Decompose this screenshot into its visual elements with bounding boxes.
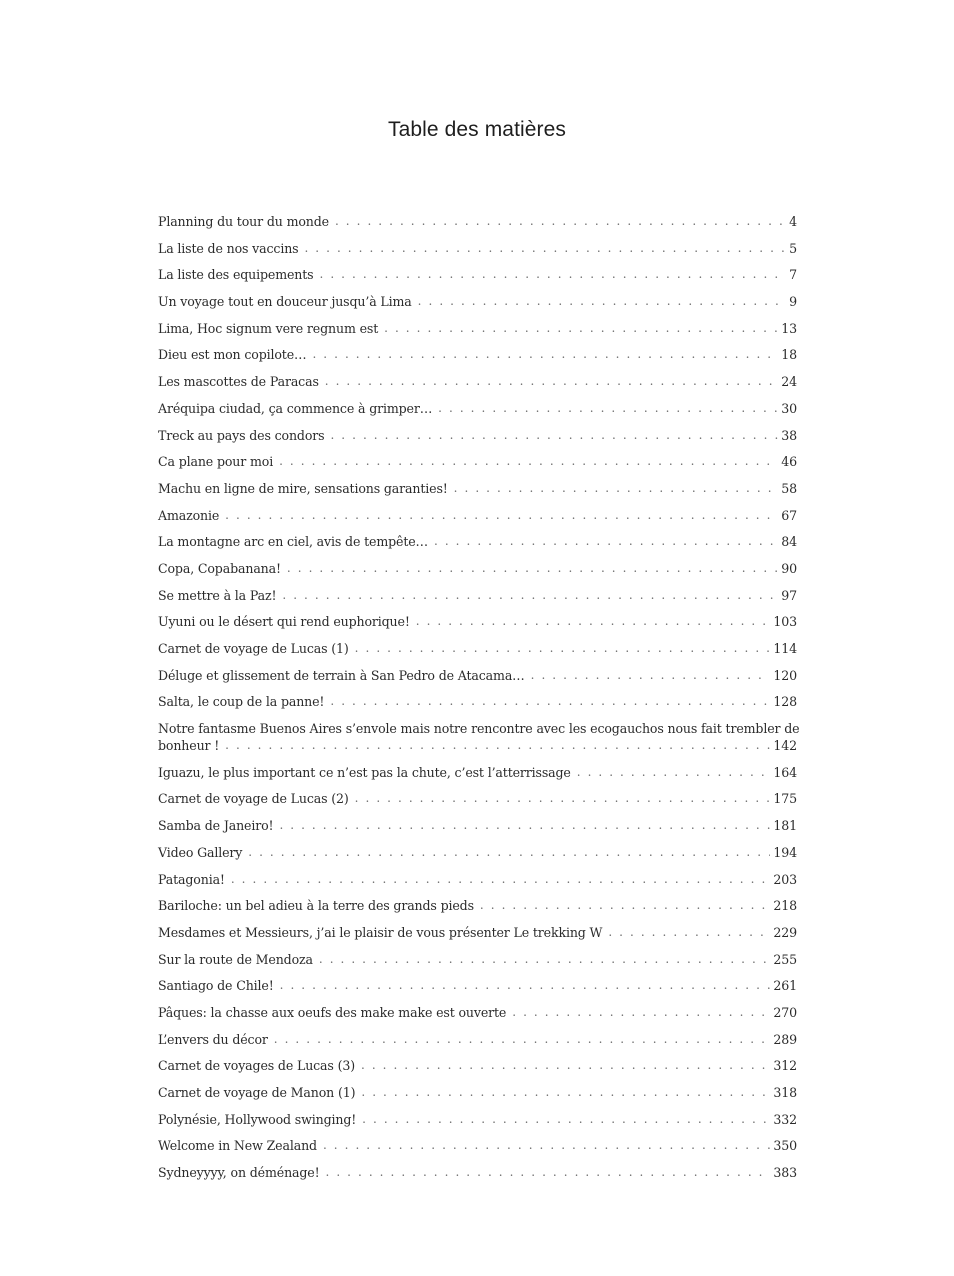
dot-leader bbox=[355, 640, 771, 657]
toc-entry[interactable] bbox=[158, 587, 797, 604]
toc-entry-page: 103 bbox=[773, 614, 797, 630]
page-title: Table des matières bbox=[387, 118, 567, 141]
toc-entry-title: La montagne arc en ciel, avis de tempête… bbox=[158, 534, 428, 550]
dot-leader bbox=[577, 764, 771, 781]
toc-entry[interactable] bbox=[158, 1031, 797, 1048]
toc-entry-page: 90 bbox=[781, 560, 797, 576]
toc-entry-page: 218 bbox=[773, 898, 797, 914]
toc-entry-title: Iguazu, le plus important ce n’est pas la chute, c’est l’atterrissage bbox=[158, 764, 571, 780]
dot-leader bbox=[231, 871, 771, 888]
toc-entry-title: Mesdames et Messieurs, j’ai le plaisir de vous présenter Le trekking W bbox=[158, 924, 603, 940]
toc-entry-page: 24 bbox=[781, 374, 797, 390]
toc-entry-page: 289 bbox=[773, 1031, 797, 1047]
toc-entry-page: 13 bbox=[781, 320, 797, 336]
toc-entry[interactable] bbox=[158, 720, 800, 754]
dot-leader bbox=[304, 240, 786, 257]
toc-entry[interactable] bbox=[158, 613, 797, 630]
toc-entry[interactable] bbox=[158, 373, 797, 390]
toc-entry-title: Aréquipa ciudad, ça commence à grimper… bbox=[158, 400, 433, 416]
toc-entry-page: 332 bbox=[773, 1111, 797, 1127]
toc-entry-title: Carnet de voyages de Lucas (3) bbox=[158, 1058, 355, 1074]
toc-entry-page: 9 bbox=[789, 294, 797, 310]
toc-entry-page: 164 bbox=[773, 764, 797, 780]
dot-leader bbox=[438, 400, 778, 417]
toc-entry-title: Lima, Hoc signum vere regnum est bbox=[158, 320, 379, 336]
toc-entry[interactable] bbox=[158, 533, 797, 550]
dot-leader bbox=[434, 533, 778, 550]
toc-entry[interactable] bbox=[158, 507, 797, 524]
dot-leader bbox=[335, 213, 786, 230]
toc-entry-title: Pâques: la chasse aux oeufs des make make est ouverte bbox=[158, 1004, 507, 1020]
dot-leader bbox=[362, 1111, 770, 1128]
dot-leader bbox=[248, 844, 770, 861]
toc-entry[interactable] bbox=[158, 400, 797, 417]
toc-entry-page: 18 bbox=[781, 347, 797, 363]
toc-entry-page: 261 bbox=[773, 978, 797, 994]
toc-entry-page: 67 bbox=[781, 507, 797, 523]
toc-entry-page: 312 bbox=[773, 1058, 797, 1074]
dot-leader bbox=[312, 346, 778, 363]
toc-entry-page: 114 bbox=[773, 641, 797, 656]
toc-entry[interactable] bbox=[158, 790, 797, 807]
toc-entry[interactable] bbox=[158, 977, 797, 994]
toc-entry-page: 270 bbox=[773, 1004, 797, 1020]
dot-leader bbox=[323, 1137, 770, 1154]
dot-leader bbox=[319, 951, 771, 968]
dot-leader bbox=[326, 1164, 771, 1181]
toc-entry-page: 255 bbox=[773, 951, 797, 967]
toc-entry[interactable] bbox=[158, 693, 797, 710]
toc-entry-title: Welcome in New Zealand bbox=[158, 1138, 317, 1154]
toc-entry-page: 350 bbox=[773, 1138, 797, 1154]
toc-entry-title: Les mascottes de Paracas bbox=[158, 374, 319, 390]
toc-entry-title: Uyuni ou le désert qui rend euphorique! bbox=[158, 614, 410, 630]
toc-entry[interactable] bbox=[158, 844, 797, 861]
dot-leader bbox=[330, 693, 770, 710]
toc-entry-title: Dieu est mon copilote… bbox=[158, 347, 307, 363]
toc-entry[interactable] bbox=[158, 817, 797, 834]
dot-leader bbox=[287, 560, 778, 577]
dot-leader bbox=[418, 293, 786, 310]
dot-leader bbox=[384, 320, 778, 337]
toc-entry-title: Bariloche: un bel adieu à la terre des grands pieds bbox=[158, 898, 474, 914]
dot-leader bbox=[325, 373, 779, 390]
toc-entry[interactable] bbox=[158, 213, 797, 230]
dot-leader bbox=[454, 480, 779, 497]
toc-entry-title: Déluge et glissement de terrain à San Pedro de Atacama… bbox=[158, 667, 525, 683]
toc-entry-title: Treck au pays des condors bbox=[158, 427, 325, 443]
dot-leader bbox=[280, 977, 771, 994]
toc-entry-page: 4 bbox=[789, 214, 797, 229]
toc-entry-page: 97 bbox=[781, 587, 797, 603]
toc-entry[interactable] bbox=[158, 764, 797, 781]
toc-entry-page: 7 bbox=[789, 267, 797, 283]
toc-entry-title: Copa, Copabanana! bbox=[158, 560, 281, 576]
toc-entry-title: La liste de nos vaccins bbox=[158, 240, 299, 256]
toc-entry-page: 84 bbox=[781, 534, 797, 550]
toc-entry[interactable] bbox=[158, 560, 797, 577]
dot-leader bbox=[480, 897, 770, 914]
toc-entry-title: Planning du tour du monde bbox=[158, 214, 329, 229]
toc-entry-page: 46 bbox=[781, 454, 797, 470]
dot-leader bbox=[608, 924, 770, 941]
toc-entry-page: 38 bbox=[781, 427, 797, 443]
dot-leader bbox=[355, 790, 771, 807]
toc-entry-page: 30 bbox=[781, 400, 797, 416]
toc-entry-page: 383 bbox=[773, 1165, 797, 1181]
toc-entry-title: Santiago de Chile! bbox=[158, 978, 274, 994]
toc-entry-title: Polynésie, Hollywood swinging! bbox=[158, 1111, 357, 1127]
dot-leader bbox=[274, 1031, 771, 1048]
dot-leader bbox=[512, 1004, 770, 1021]
toc-entry-page: 120 bbox=[773, 667, 797, 683]
toc-entry-page: 318 bbox=[773, 1085, 797, 1100]
toc-entry-title: Samba de Janeiro! bbox=[158, 818, 274, 834]
toc-entry[interactable] bbox=[158, 897, 797, 914]
dot-leader bbox=[320, 266, 787, 283]
toc-entry-title: Ca plane pour moi bbox=[158, 454, 274, 470]
toc-entry-title: Carnet de voyage de Lucas (1) bbox=[158, 641, 349, 656]
dot-leader bbox=[531, 667, 771, 684]
toc-entry[interactable] bbox=[158, 240, 797, 257]
dot-leader bbox=[279, 817, 770, 834]
toc-entry-title: Machu en ligne de mire, sensations garanties! bbox=[158, 480, 448, 496]
toc-entry-title: Video Gallery bbox=[158, 844, 243, 860]
toc-entry-page: 194 bbox=[773, 844, 797, 860]
toc-entry-title: Patagonia! bbox=[158, 871, 225, 887]
toc-entry-page: 229 bbox=[773, 924, 797, 940]
toc-entry-title: La liste des equipements bbox=[158, 267, 314, 283]
toc-entry[interactable] bbox=[158, 1004, 797, 1021]
dot-leader bbox=[282, 587, 778, 604]
toc-entry[interactable] bbox=[158, 320, 797, 337]
dot-leader bbox=[225, 737, 770, 754]
toc-entry-page: 142 bbox=[773, 738, 797, 754]
toc-entry[interactable] bbox=[158, 480, 797, 497]
toc-entry-title: Salta, le coup de la panne! bbox=[158, 694, 325, 710]
table-of-contents bbox=[158, 213, 800, 1191]
toc-entry-title: Sur la route de Mendoza bbox=[158, 951, 313, 967]
toc-entry[interactable] bbox=[158, 951, 797, 968]
toc-entry[interactable] bbox=[158, 924, 797, 941]
toc-entry-title: Se mettre à la Paz! bbox=[158, 587, 277, 603]
toc-entry-title: Amazonie bbox=[158, 507, 220, 523]
toc-entry-title: Carnet de voyage de Lucas (2) bbox=[158, 791, 349, 807]
toc-entry[interactable] bbox=[158, 1057, 797, 1074]
dot-leader bbox=[279, 453, 778, 470]
toc-entry[interactable] bbox=[158, 1084, 797, 1101]
dot-leader bbox=[225, 507, 778, 524]
toc-entry[interactable] bbox=[158, 346, 797, 363]
toc-entry-title: Un voyage tout en douceur jusqu’à Lima bbox=[158, 294, 412, 310]
dot-leader bbox=[361, 1057, 770, 1074]
toc-entry[interactable] bbox=[158, 1164, 797, 1181]
toc-entry-title-continued: bonheur ! bbox=[158, 738, 220, 754]
toc-entry-title: Carnet de voyage de Manon (1) bbox=[158, 1085, 356, 1100]
toc-entry[interactable] bbox=[158, 871, 797, 888]
toc-entry-page: 203 bbox=[773, 871, 797, 887]
toc-entry-page: 175 bbox=[773, 791, 797, 807]
toc-entry-page: 181 bbox=[773, 818, 797, 834]
toc-entry-page: 58 bbox=[781, 480, 797, 496]
toc-entry[interactable] bbox=[158, 1137, 797, 1154]
toc-entry-title: Notre fantasme Buenos Aires s’envole mais notre rencontre avec les ecogauchos nous fait trembler de bbox=[158, 721, 800, 737]
toc-entry-title: L’envers du décor bbox=[158, 1031, 268, 1047]
toc-entry[interactable] bbox=[158, 293, 797, 310]
dot-leader bbox=[416, 613, 771, 630]
toc-entry-page: 128 bbox=[773, 694, 797, 710]
toc-entry[interactable] bbox=[158, 667, 797, 684]
toc-entry[interactable] bbox=[158, 266, 797, 283]
toc-entry[interactable] bbox=[158, 640, 797, 657]
toc-entry[interactable] bbox=[158, 1111, 797, 1128]
toc-entry[interactable] bbox=[158, 427, 797, 444]
toc-entry-title: Sydneyyyy, on déménage! bbox=[158, 1165, 320, 1181]
toc-entry[interactable] bbox=[158, 453, 797, 470]
dot-leader bbox=[330, 427, 778, 444]
dot-leader bbox=[361, 1084, 770, 1101]
toc-entry-page: 5 bbox=[789, 240, 797, 256]
